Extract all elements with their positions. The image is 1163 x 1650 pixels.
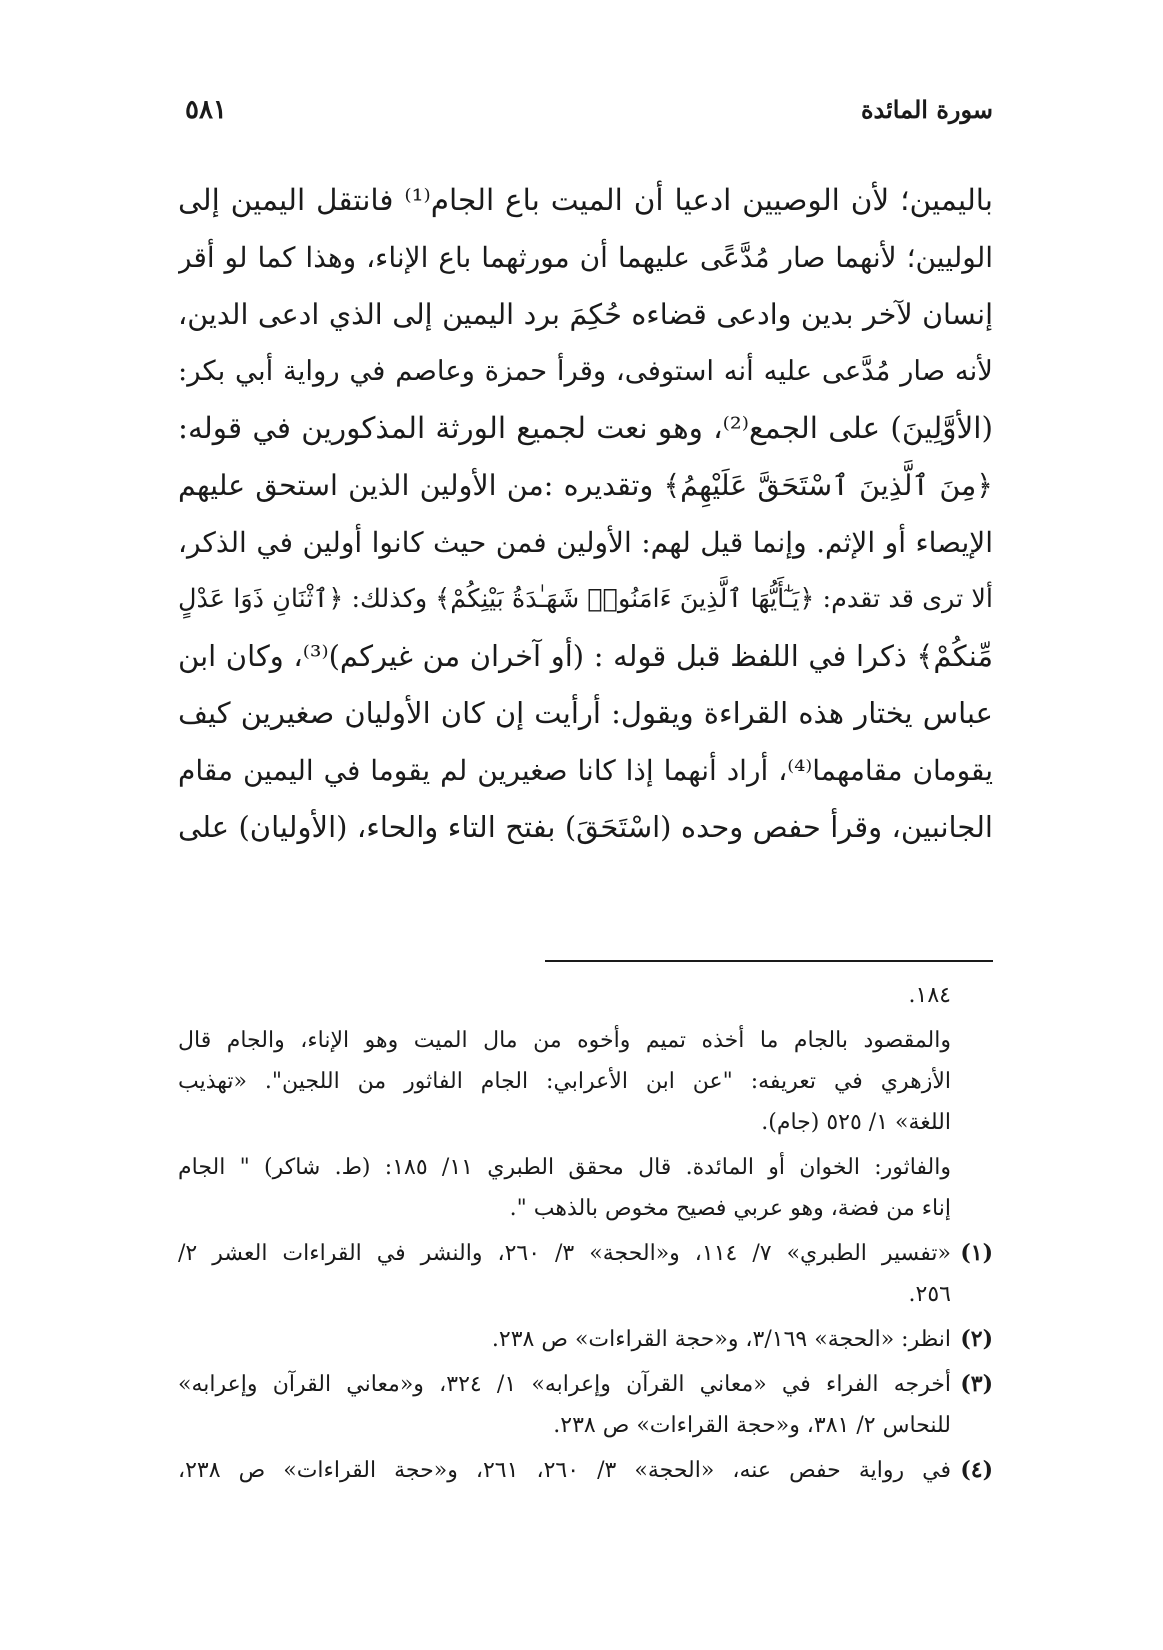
page-number: ٥٨١ <box>185 95 227 125</box>
footnote-line: إناء من فضة، وهو عربي فصيح مخوص بالذهب ". <box>509 1196 951 1221</box>
footnote-continuation <box>178 975 993 1016</box>
footnote-4 <box>178 1450 993 1491</box>
footnote-line: اللغة» ١/ ٥٢٥ (جام). <box>761 1110 951 1135</box>
footnote-3 <box>178 1364 993 1446</box>
text-line: مِّنكُمْ﴾ ذكرا في اللفظ قبل قوله : (أو آخران من غيركم)⁽³⁾، وكان ابن <box>178 639 993 673</box>
text-line: يقومان مقامهما⁽⁴⁾، أراد أنهما إذا كانا صغيرين لم يقوما في اليمين مقام <box>178 754 993 787</box>
footnote-line: انظر: «الحجة» ٣/١٦٩، و«حجة القراءات» ص ٢٣٨. <box>491 1327 951 1352</box>
footnote-number: (٣) <box>960 1371 993 1397</box>
text-line: ألا ترى قد تقدم: ﴿يَـٰٓأَيُّهَا ٱلَّذِينَ ءَامَنُوا۟ شَهَـٰدَةُ بَيْنِكُمْ﴾ وكذلك: ﴿ٱثْنَانِ ذَوَا عَدْلٍ <box>178 584 993 614</box>
text-line: ﴿مِنَ ٱلَّذِينَ ٱسْتَحَقَّ عَلَيْهِمُ﴾ وتقديره :من الأولين الذين استحق عليهم <box>178 469 993 502</box>
footnote-line: في رواية حفص عنه، «الحجة» ٣/ ٢٦٠، ٢٦١، و«حجة القراءات» ص ٢٣٨، <box>178 1458 951 1483</box>
footnote-number: (١) <box>960 1240 993 1266</box>
text-line: الإيصاء أو الإثم. وإنما قيل لهم: الأولين فمن حيث كانوا أولين في الذكر، <box>178 526 993 559</box>
footnote-line: والفاثور: الخوان أو المائدة. قال محقق الطبري ١١/ ١٨٥: (ط. شاكر) " الجام <box>178 1155 951 1180</box>
footnote-line: الأزهري في تعريفه: "عن ابن الأعرابي: الجام الفاثور من اللجين". «تهذيب <box>178 1069 951 1094</box>
page-header <box>185 95 993 135</box>
text-line: إنسان لآخر بدين وادعى قضاءه حُكِمَ برد اليمين إلى الذي ادعى الدين، <box>178 298 993 331</box>
footnote-1 <box>178 1233 993 1315</box>
footnote-line: للنحاس ٢/ ٣٨١، و«حجة القراءات» ص ٢٣٨. <box>553 1413 951 1438</box>
text-line: الجانبين، وقرأ حفص وحده (اسْتَحَقَ) بفتح التاء والحاء، (الأوليان) على <box>178 810 993 844</box>
main-text <box>178 172 993 856</box>
footnotes <box>178 975 993 1495</box>
footnote-continuation-note <box>178 1020 993 1143</box>
text-line: (الأوَّلِينَ) على الجمع⁽²⁾، وهو نعت لجميع الورثة المذكورين في قوله: <box>178 411 993 445</box>
footnote-line: ٢٥٦. <box>908 1282 951 1307</box>
footnote-line: أخرجه الفراء في «معاني القرآن وإعرابه» ١/ ٣٢٤، و«معاني القرآن وإعرابه» <box>178 1372 951 1397</box>
footnote-ref-line: ١٨٤. <box>908 983 951 1008</box>
footnote-continuation-note <box>178 1147 993 1229</box>
footnote-separator <box>545 960 993 962</box>
footnote-line: «تفسير الطبري» ٧/ ١١٤، و«الحجة» ٣/ ٢٦٠، والنشر في القراءات العشر ٢/ <box>178 1241 951 1266</box>
footnote-2 <box>178 1319 993 1360</box>
footnote-number: (٤) <box>960 1457 993 1483</box>
text-line: لأنه صار مُدَّعى عليه أنه استوفى، وقرأ حمزة وعاصم في رواية أبي بكر: <box>178 355 993 387</box>
text-line: عباس يختار هذه القراءة ويقول: أرأيت إن كان الأوليان صغيرين كيف <box>178 696 993 730</box>
footnote-number: (٢) <box>960 1326 993 1352</box>
footnote-line: والمقصود بالجام ما أخذه تميم وأخوه من مال الميت وهو الإناء، والجام قال <box>178 1028 951 1053</box>
running-title: سورة المائدة <box>860 95 993 124</box>
text-line: الوليين؛ لأنهما صار مُدَّعًى عليهما أن مورثهما باع الإناء، وهذا كما لو أقر <box>178 241 993 274</box>
text-line: باليمين؛ لأن الوصيين ادعيا أن الميت باع الجام⁽¹⁾ فانتقل اليمين إلى <box>178 183 993 217</box>
